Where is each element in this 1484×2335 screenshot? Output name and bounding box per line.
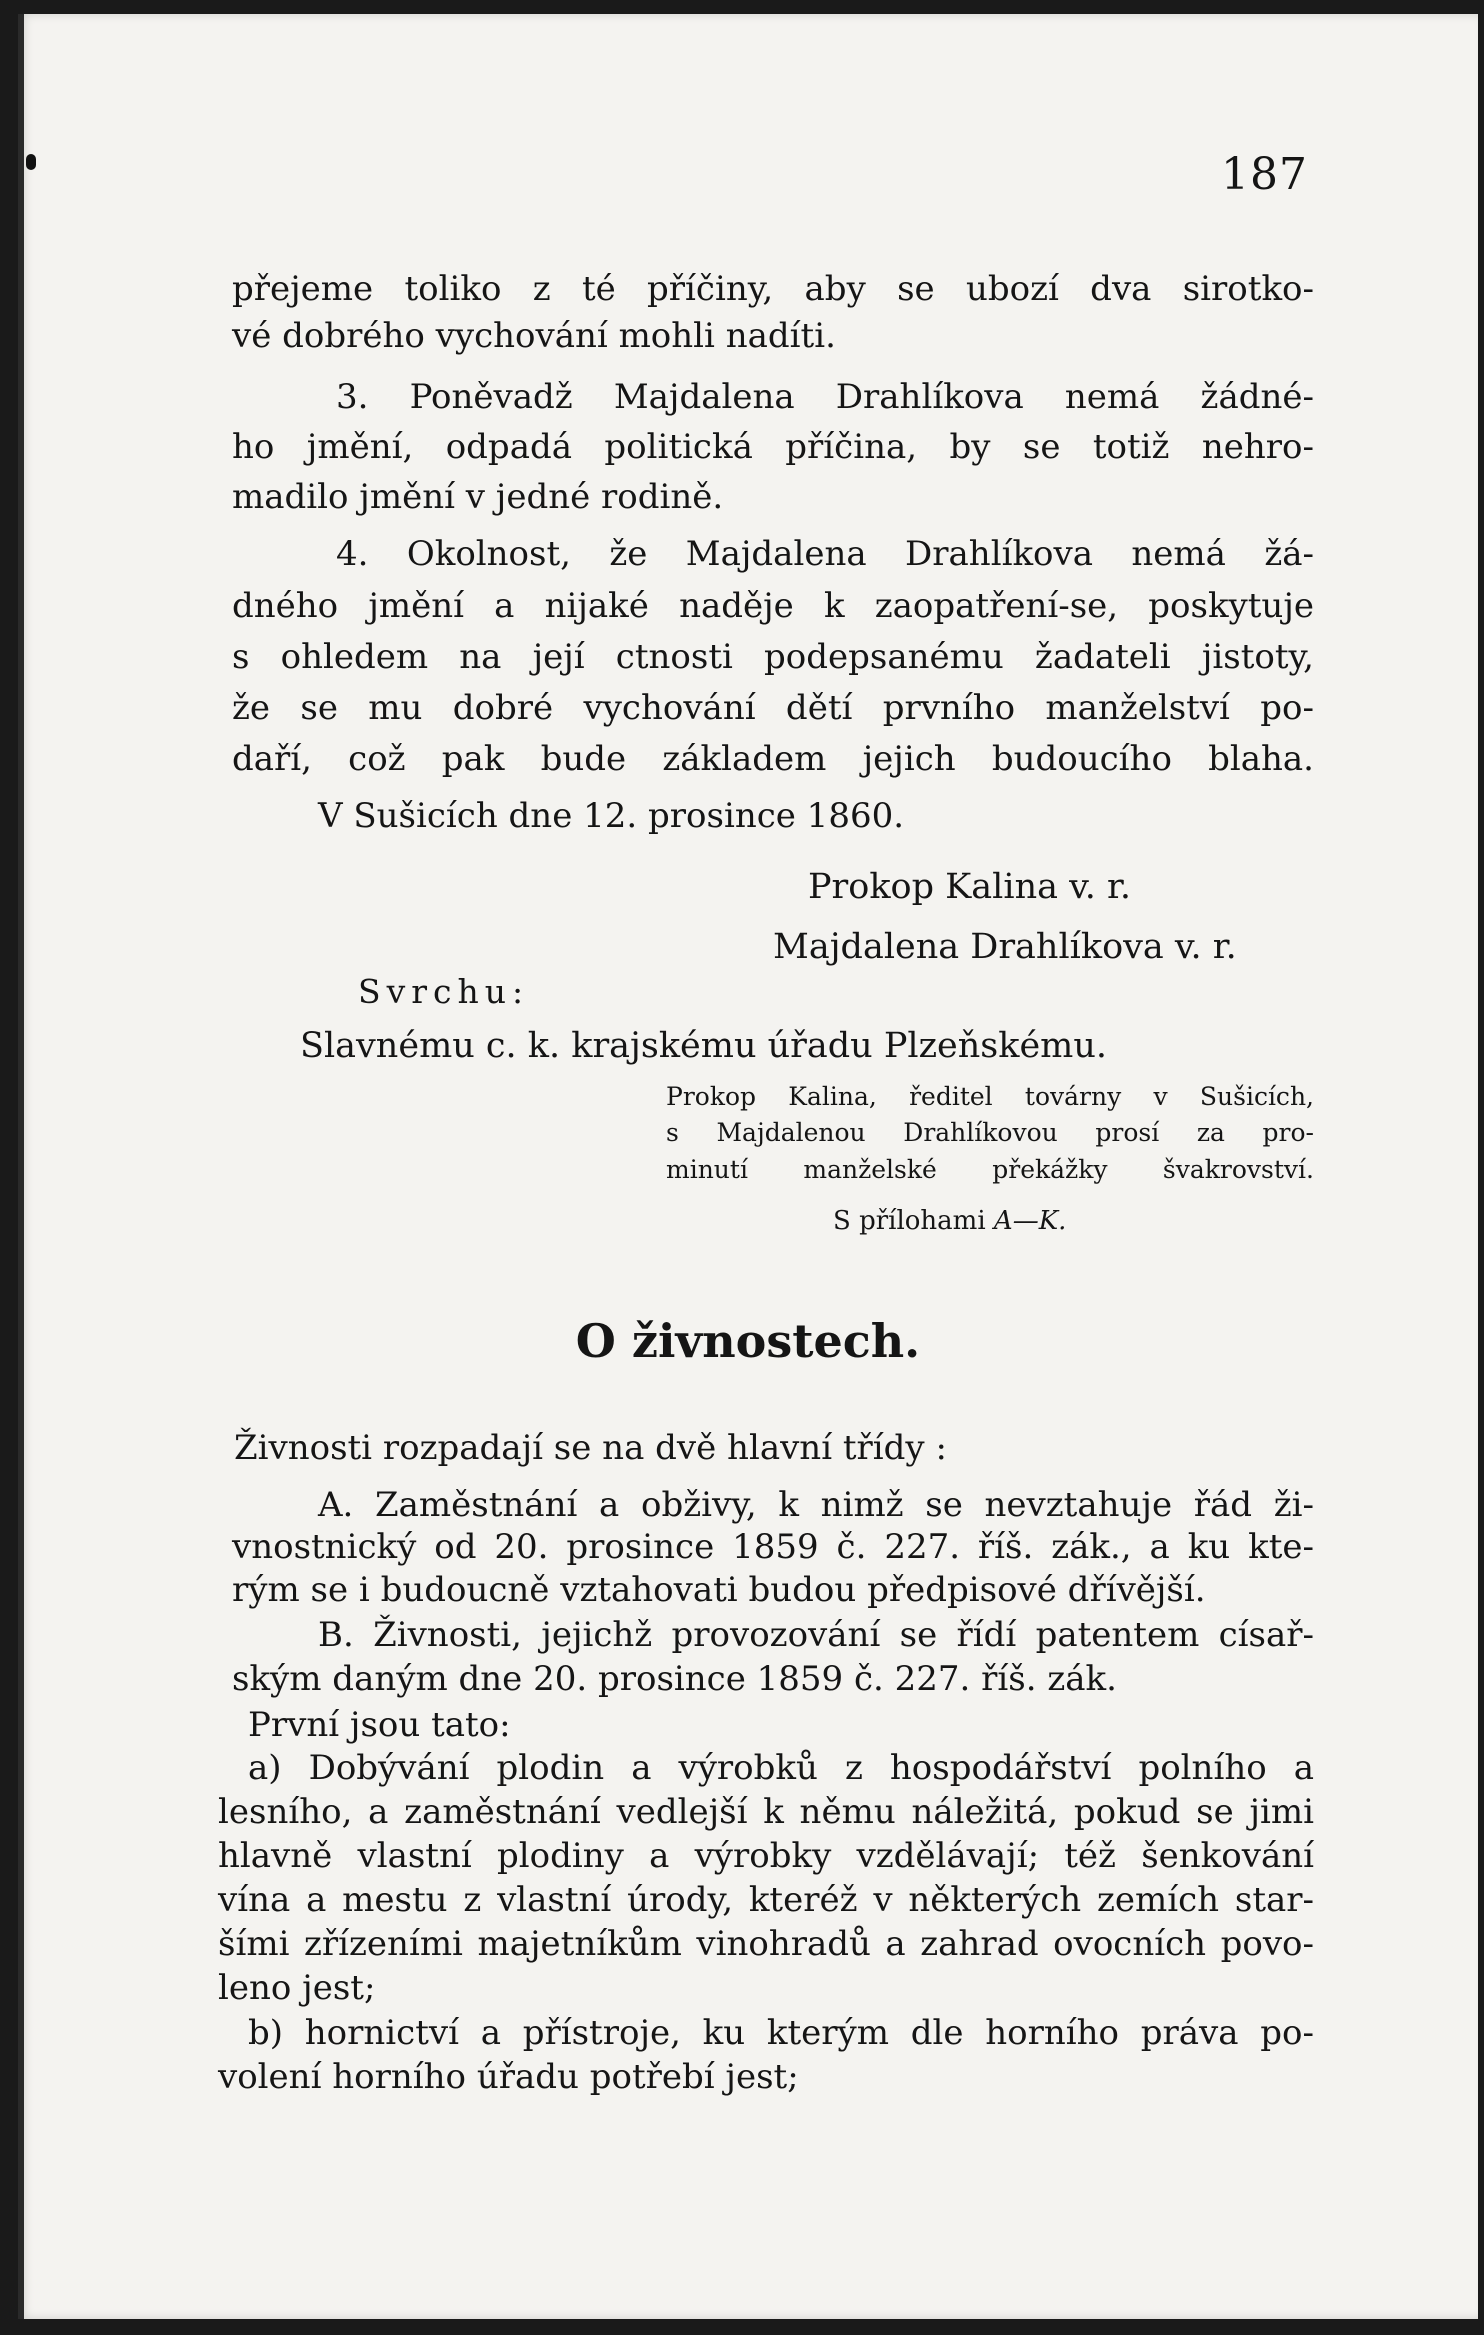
text-line: a) Dobývání plodin a výrobků z hospodářství polního a (248, 1748, 1314, 1788)
text-line: leno jest; (218, 1968, 376, 2008)
summary-line: Prokop Kalina, ředitel továrny v Sušicích, (666, 1082, 1314, 1111)
text-line: 3. Poněvadž Majdalena Drahlíkova nemá žádné- (336, 377, 1314, 417)
text-line: lesního, a zaměstnání vedlejší k němu náležitá, pokud se jimi (218, 1792, 1314, 1832)
attachments-range: A—K. (993, 1206, 1067, 1236)
text-line: hlavně vlastní plodiny a výrobky vzdělávají; též šenkování (218, 1836, 1314, 1876)
text-line: ho jmění, odpadá politická příčina, by se totiž nehro- (232, 427, 1314, 467)
text-line: vína a mestu z vlastní úrody, kteréž v některých zemích star- (218, 1880, 1314, 1920)
text-line: B. Živnosti, jejichž provozování se řídí patentem císař- (318, 1615, 1314, 1655)
text-line: s ohledem na její ctnosti podepsanému žadateli jistoty, (232, 637, 1314, 677)
signature: Majdalena Drahlíkova v. r. (773, 927, 1237, 967)
signature: Prokop Kalina v. r. (808, 867, 1131, 907)
page-number: 187 (1221, 149, 1308, 200)
text-line: První jsou tato: (248, 1705, 511, 1745)
book-page (18, 14, 1478, 2319)
text-line: ským daným dne 20. prosince 1859 č. 227. říš. zák. (232, 1659, 1117, 1699)
page-spine (18, 14, 24, 2319)
text-line: A. Zaměstnání a obživy, k nimž se nevztahuje řád ži- (318, 1485, 1314, 1525)
address-line: Slavnému c. k. krajskému úřadu Plzeňskému. (300, 1026, 1108, 1066)
date-line: V Sušicích dne 12. prosince 1860. (318, 796, 905, 836)
margin-mark (26, 154, 36, 170)
text-line: volení horního úřadu potřebí jest; (218, 2057, 799, 2097)
attachments-prefix: S přílohami (833, 1206, 994, 1236)
text-line: 4. Okolnost, že Majdalena Drahlíkova nemá žá- (336, 534, 1314, 574)
summary-line: minutí manželské překážky švakrovství. (666, 1155, 1314, 1184)
text-line: šími zřízeními majetníkům vinohradů a zahrad ovocních povo- (218, 1924, 1314, 1964)
text-line: madilo jmění v jedné rodině. (232, 477, 724, 517)
text-line: dného jmění a nijaké naděje k zaopatření-se, poskytuje (232, 586, 1314, 626)
text-line: vé dobrého vychování mohli nadíti. (232, 316, 836, 356)
text-line: vnostnický od 20. prosince 1859 č. 227. říš. zák., a ku kte- (232, 1527, 1314, 1567)
summary-line: s Majdalenou Drahlíkovou prosí za pro- (666, 1118, 1314, 1147)
text-line: daří, což pak bude základem jejich budoucího blaha. (232, 739, 1314, 779)
text-line: že se mu dobré vychování dětí prvního manželství po- (232, 688, 1314, 728)
text-line: b) hornictví a přístroje, ku kterým dle horního práva po- (248, 2013, 1314, 2053)
text-line: rým se i budoucně vztahovati budou předpisové dřívější. (232, 1570, 1206, 1610)
text-line: Živnosti rozpadají se na dvě hlavní třídy : (234, 1428, 947, 1468)
attachments-line (833, 1206, 1066, 1236)
svrchu-label: Svrchu: (358, 972, 530, 1011)
text-line: přejeme toliko z té příčiny, aby se ubozí dva sirotko- (232, 269, 1314, 309)
section-heading: O živnostech. (575, 1314, 921, 1368)
